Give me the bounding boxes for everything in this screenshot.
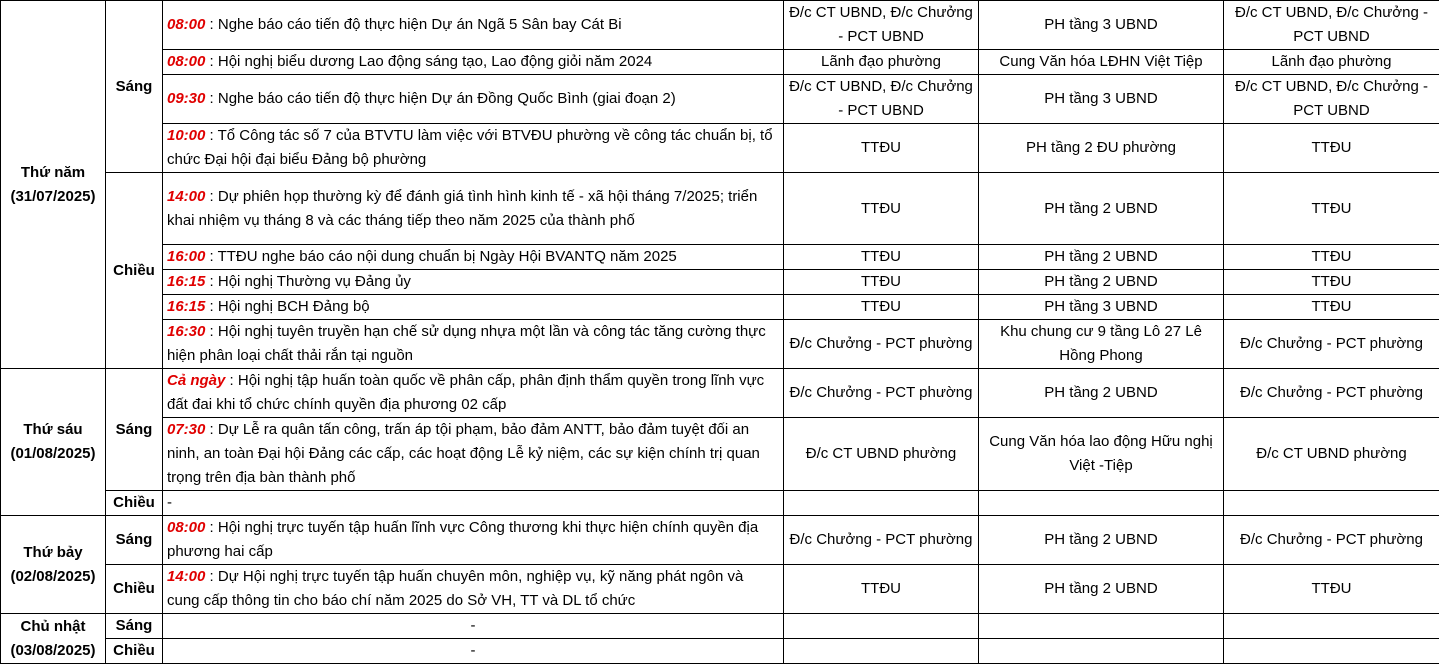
- event-text: : Hội nghị Thường vụ Đảng ủy: [205, 273, 411, 290]
- prep-cell: Lãnh đạo phường: [1224, 50, 1439, 75]
- day-cell: Thứ sáu (01/08/2025): [1, 369, 106, 516]
- event-time: 10:00: [167, 127, 205, 144]
- table-row: [1, 614, 1439, 639]
- chair-cell: Đ/c Chưởng - PCT phường: [784, 516, 979, 565]
- event-content: [163, 173, 784, 245]
- event-time: 16:15: [167, 273, 205, 290]
- prep-cell: Đ/c CT UBND, Đ/c Chưởng - PCT UBND: [1224, 1, 1439, 50]
- period-cell: Sáng: [106, 1, 163, 173]
- prep-cell: Đ/c CT UBND, Đ/c Chưởng - PCT UBND: [1224, 75, 1439, 124]
- period-cell: Chiều: [106, 639, 163, 664]
- day-cell: Chủ nhật (03/08/2025): [1, 614, 106, 664]
- chair-cell: TTĐU: [784, 124, 979, 173]
- event-content: [163, 270, 784, 295]
- event-text: : Nghe báo cáo tiến độ thực hiện Dự án Đồng Quốc Bình (giai đoạn 2): [205, 90, 675, 107]
- period-cell: Chiều: [106, 565, 163, 614]
- event-content: [163, 320, 784, 369]
- empty-cell: [784, 491, 979, 516]
- chair-cell: Đ/c CT UBND, Đ/c Chưởng - PCT UBND: [784, 1, 979, 50]
- chair-cell: Đ/c CT UBND, Đ/c Chưởng - PCT UBND: [784, 75, 979, 124]
- prep-cell: Đ/c CT UBND phường: [1224, 418, 1439, 491]
- event-content: [163, 565, 784, 614]
- event-time: 14:00: [167, 568, 205, 585]
- table-row: [1, 124, 1439, 173]
- day-cell: Thứ năm (31/07/2025): [1, 1, 106, 369]
- chair-cell: TTĐU: [784, 173, 979, 245]
- event-time: 16:00: [167, 248, 205, 265]
- prep-cell: TTĐU: [1224, 270, 1439, 295]
- place-cell: PH tầng 2 UBND: [979, 565, 1224, 614]
- event-content: [163, 75, 784, 124]
- prep-cell: Đ/c Chưởng - PCT phường: [1224, 320, 1439, 369]
- event-time: 16:30: [167, 323, 205, 340]
- event-text: : Tổ Công tác số 7 của BTVTU làm việc với BTVĐU phường về công tác chuẩn bị, tổ chức Đại hội đại biểu Đảng bộ phường: [167, 127, 773, 168]
- event-time: 16:15: [167, 298, 205, 315]
- chair-cell: TTĐU: [784, 270, 979, 295]
- event-content: [163, 50, 784, 75]
- empty-cell: [1224, 491, 1439, 516]
- event-text: : Hội nghị biểu dương Lao động sáng tạo, Lao động giỏi năm 2024: [205, 53, 652, 70]
- place-cell: PH tầng 2 UBND: [979, 516, 1224, 565]
- event-time: Cả ngày: [167, 372, 225, 389]
- empty-content: -: [163, 614, 784, 639]
- empty-cell: [979, 639, 1224, 664]
- event-time: 14:00: [167, 188, 205, 205]
- empty-cell: [1224, 639, 1439, 664]
- prep-cell: TTĐU: [1224, 565, 1439, 614]
- event-content: [163, 418, 784, 491]
- event-text: : Hội nghị BCH Đảng bộ: [205, 298, 369, 315]
- chair-cell: Đ/c Chưởng - PCT phường: [784, 320, 979, 369]
- empty-cell: [979, 491, 1224, 516]
- table-row: [1, 418, 1439, 491]
- chair-cell: TTĐU: [784, 295, 979, 320]
- prep-cell: Đ/c Chưởng - PCT phường: [1224, 516, 1439, 565]
- event-time: 08:00: [167, 519, 205, 536]
- prep-cell: TTĐU: [1224, 124, 1439, 173]
- empty-content: -: [163, 491, 784, 516]
- period-cell: Sáng: [106, 516, 163, 565]
- chair-cell: TTĐU: [784, 245, 979, 270]
- empty-cell: [784, 639, 979, 664]
- chair-cell: Đ/c Chưởng - PCT phường: [784, 369, 979, 418]
- event-content: [163, 124, 784, 173]
- day-cell: Thứ bảy (02/08/2025): [1, 516, 106, 614]
- place-cell: Cung Văn hóa LĐHN Việt Tiệp: [979, 50, 1224, 75]
- place-cell: PH tầng 2 UBND: [979, 173, 1224, 245]
- empty-cell: [979, 614, 1224, 639]
- chair-cell: Đ/c CT UBND phường: [784, 418, 979, 491]
- event-text: : Dự Lễ ra quân tấn công, trấn áp tội phạm, bảo đảm ANTT, bảo đảm tuyệt đối an ninh, an toàn Đại hội Đảng các cấp, các hoạt động Lễ kỷ niệm, các sự kiện chính trị quan trọng trên địa bàn thành phố: [167, 421, 760, 486]
- place-cell: PH tầng 3 UBND: [979, 1, 1224, 50]
- prep-cell: TTĐU: [1224, 245, 1439, 270]
- place-cell: Khu chung cư 9 tầng Lô 27 Lê Hồng Phong: [979, 320, 1224, 369]
- event-content: [163, 516, 784, 565]
- event-content: [163, 295, 784, 320]
- period-cell: Sáng: [106, 614, 163, 639]
- table-row: [1, 270, 1439, 295]
- event-text: : Hội nghị tuyên truyền hạn chế sử dụng nhựa một lần và công tác tăng cường thực hiện phân loại chất thải rắn tại nguồn: [167, 323, 766, 364]
- table-row: [1, 369, 1439, 418]
- period-cell: Chiều: [106, 491, 163, 516]
- table-row: [1, 320, 1439, 369]
- period-cell: Sáng: [106, 369, 163, 491]
- place-cell: PH tầng 3 UBND: [979, 295, 1224, 320]
- table-row: [1, 516, 1439, 565]
- table-row: [1, 1, 1439, 50]
- table-row: [1, 491, 1439, 516]
- event-time: 09:30: [167, 90, 205, 107]
- table-row: [1, 50, 1439, 75]
- place-cell: Cung Văn hóa lao động Hữu nghị Việt -Tiệp: [979, 418, 1224, 491]
- event-text: : Hội nghị trực tuyến tập huấn lĩnh vực Công thương khi thực hiện chính quyền địa phương hai cấp: [167, 519, 758, 560]
- prep-cell: Đ/c Chưởng - PCT phường: [1224, 369, 1439, 418]
- event-text: : Hội nghị tập huấn toàn quốc về phân cấp, phân định thẩm quyền trong lĩnh vực đất đai khi tổ chức chính quyền địa phương 02 cấp: [167, 372, 764, 413]
- table-row: [1, 565, 1439, 614]
- period-cell: Chiều: [106, 173, 163, 369]
- empty-cell: [1224, 614, 1439, 639]
- place-cell: PH tầng 2 UBND: [979, 270, 1224, 295]
- event-content: [163, 369, 784, 418]
- event-time: 08:00: [167, 53, 205, 70]
- chair-cell: Lãnh đạo phường: [784, 50, 979, 75]
- event-time: 08:00: [167, 16, 205, 33]
- table-row: [1, 75, 1439, 124]
- table-row: [1, 245, 1439, 270]
- empty-cell: [784, 614, 979, 639]
- prep-cell: TTĐU: [1224, 173, 1439, 245]
- event-text: : Dự Hội nghị trực tuyến tập huấn chuyên môn, nghiệp vụ, kỹ năng phát ngôn và cung cấp thông tin cho báo chí năm 2025 do Sở VH, TT và DL tổ chức: [167, 568, 743, 609]
- prep-cell: TTĐU: [1224, 295, 1439, 320]
- event-text: : TTĐU nghe báo cáo nội dung chuẩn bị Ngày Hội BVANTQ năm 2025: [205, 248, 676, 265]
- place-cell: PH tầng 2 UBND: [979, 245, 1224, 270]
- place-cell: PH tầng 3 UBND: [979, 75, 1224, 124]
- event-time: 07:30: [167, 421, 205, 438]
- event-content: [163, 1, 784, 50]
- place-cell: PH tầng 2 UBND: [979, 369, 1224, 418]
- table-row: [1, 173, 1439, 245]
- table-row: [1, 639, 1439, 664]
- table-row: [1, 295, 1439, 320]
- chair-cell: TTĐU: [784, 565, 979, 614]
- event-text: : Nghe báo cáo tiến độ thực hiện Dự án Ngã 5 Sân bay Cát Bi: [205, 16, 621, 33]
- event-text: : Dự phiên họp thường kỳ để đánh giá tình hình kinh tế - xã hội tháng 7/2025; triển khai nhiệm vụ tháng 8 và các tháng tiếp theo năm 2025 của thành phố: [167, 188, 757, 229]
- event-content: [163, 245, 784, 270]
- empty-content: -: [163, 639, 784, 664]
- place-cell: PH tầng 2 ĐU phường: [979, 124, 1224, 173]
